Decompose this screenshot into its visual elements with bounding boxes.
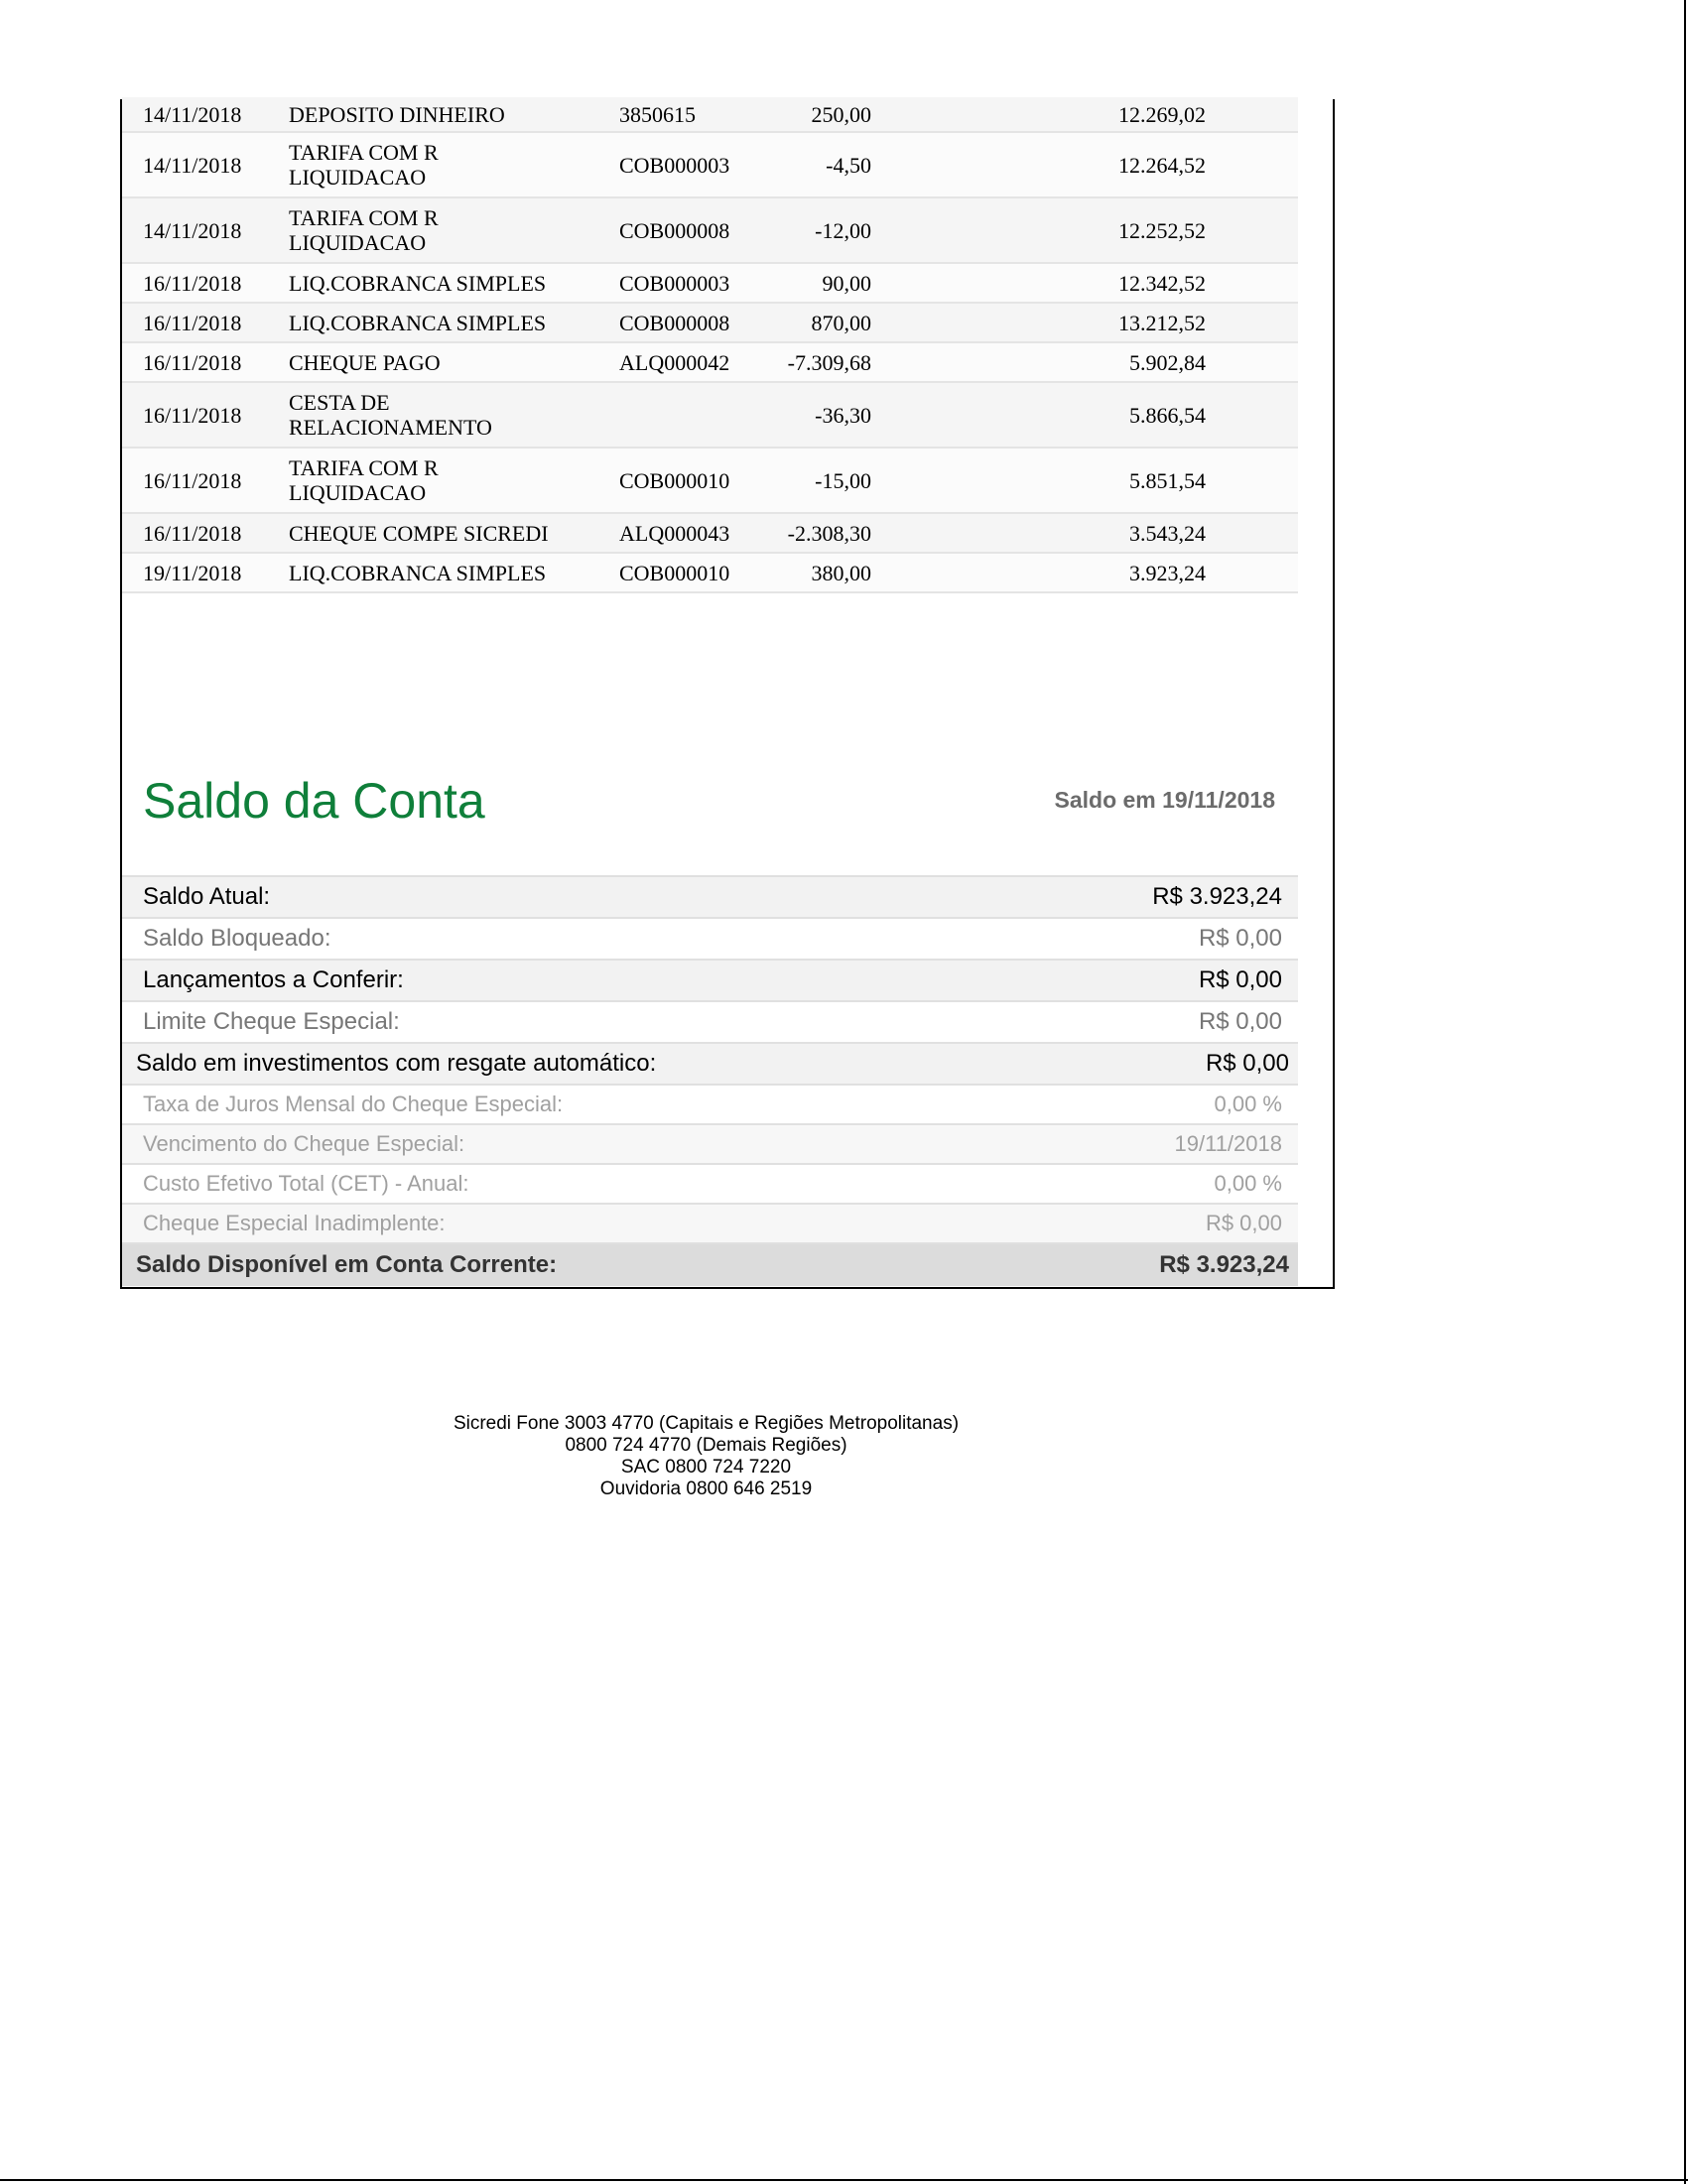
- balance-label: Cheque Especial Inadimplente:: [143, 1211, 446, 1235]
- transaction-value: -15,00: [815, 467, 871, 493]
- transaction-description: CESTA DE RELACIONAMENTO: [289, 390, 492, 440]
- balance-value: R$ 3.923,24: [1159, 1251, 1289, 1278]
- transaction-value: 90,00: [822, 270, 871, 296]
- balance-label: Saldo em investimentos com resgate automático:: [136, 1050, 657, 1077]
- balance-value: R$ 0,00: [1198, 925, 1282, 952]
- balance-label: Vencimento do Cheque Especial:: [143, 1131, 465, 1156]
- transaction-date: 16/11/2018: [143, 402, 242, 428]
- transaction-value: -4,50: [826, 152, 871, 178]
- table-row: [122, 554, 1298, 593]
- balance-label: Saldo Disponível em Conta Corrente:: [136, 1251, 558, 1278]
- transaction-document: 3850615: [619, 101, 696, 127]
- balance-label: Taxa de Juros Mensal do Cheque Especial:: [143, 1092, 564, 1116]
- transaction-balance: 13.212,52: [1118, 310, 1206, 335]
- balance-table: [122, 875, 1298, 1286]
- transaction-date: 14/11/2018: [143, 152, 242, 178]
- transaction-date: 16/11/2018: [143, 467, 242, 493]
- balance-value: R$ 0,00: [1205, 1050, 1289, 1077]
- saldo-title: Saldo da Conta: [143, 773, 485, 829]
- transaction-balance: 3.543,24: [1129, 520, 1206, 546]
- balance-row-saldo-atual: [122, 875, 1298, 917]
- transaction-document: COB000010: [619, 467, 730, 493]
- footer-contacts: [397, 1413, 1015, 1500]
- transaction-date: 14/11/2018: [143, 101, 242, 127]
- table-frame-right: [1333, 99, 1335, 1289]
- page-edge-right: [1684, 0, 1686, 2184]
- balance-label: Limite Cheque Especial:: [143, 1008, 400, 1035]
- footer-line-phone-other: 0800 724 4770 (Demais Regiões): [565, 1435, 847, 1456]
- balance-value: 19/11/2018: [1174, 1131, 1282, 1156]
- transaction-document: COB000008: [619, 310, 730, 335]
- footer-line-sac: SAC 0800 724 7220: [620, 1457, 792, 1477]
- transactions-table: [122, 97, 1298, 593]
- balance-value: R$ 0,00: [1205, 1211, 1282, 1235]
- saldo-frame-bottom: [120, 1287, 1335, 1289]
- transaction-balance: 3.923,24: [1129, 560, 1206, 585]
- transaction-value: 870,00: [811, 310, 871, 335]
- balance-row-inadimplente: [122, 1203, 1298, 1242]
- balance-row-disponivel: [122, 1242, 1298, 1286]
- balance-row-saldo-bloqueado: [122, 917, 1298, 959]
- balance-row-investimentos: [122, 1042, 1298, 1084]
- transaction-description: LIQ.COBRANCA SIMPLES: [289, 310, 547, 335]
- table-row: [122, 97, 1298, 133]
- page-edge-bottom: [0, 2179, 1688, 2181]
- transaction-date: 16/11/2018: [143, 349, 242, 375]
- balance-row-cet: [122, 1163, 1298, 1203]
- transaction-document: ALQ000043: [619, 520, 730, 546]
- transaction-date: 14/11/2018: [143, 217, 242, 243]
- transaction-value: -7.309,68: [787, 349, 871, 375]
- balance-value: R$ 0,00: [1198, 1008, 1282, 1035]
- transaction-value: -36,30: [815, 402, 871, 428]
- transaction-balance: 5.866,54: [1129, 402, 1206, 428]
- transaction-description: TARIFA COM R LIQUIDACAO: [289, 205, 439, 255]
- transaction-document: [619, 383, 748, 447]
- transaction-document: COB000003: [619, 270, 730, 296]
- transaction-description: CHEQUE PAGO: [289, 349, 441, 375]
- transaction-balance: 5.902,84: [1129, 349, 1206, 375]
- transaction-balance: 12.342,52: [1118, 270, 1206, 296]
- balance-row-lancamentos: [122, 959, 1298, 1000]
- transaction-description: LIQ.COBRANCA SIMPLES: [289, 560, 547, 585]
- transaction-date: 16/11/2018: [143, 310, 242, 335]
- footer-line-ouvidoria: Ouvidoria 0800 646 2519: [599, 1478, 813, 1499]
- transaction-document: COB000003: [619, 152, 730, 178]
- table-row: [122, 133, 1298, 198]
- balance-row-taxa-juros: [122, 1084, 1298, 1123]
- transaction-value: -12,00: [815, 217, 871, 243]
- balance-label: Saldo Bloqueado:: [143, 925, 331, 952]
- saldo-date-label: Saldo em 19/11/2018: [1054, 787, 1275, 813]
- balance-value: 0,00 %: [1214, 1171, 1282, 1196]
- transaction-document: COB000008: [619, 217, 730, 243]
- transaction-balance: 12.269,02: [1118, 101, 1206, 127]
- transaction-description: LIQ.COBRANCA SIMPLES: [289, 270, 547, 296]
- balance-label: Lançamentos a Conferir:: [143, 966, 404, 993]
- transaction-date: 16/11/2018: [143, 520, 242, 546]
- transaction-value: 380,00: [811, 560, 871, 585]
- transaction-description: TARIFA COM R LIQUIDACAO: [289, 140, 439, 190]
- balance-value: R$ 3.923,24: [1152, 883, 1282, 910]
- table-row: [122, 343, 1298, 383]
- transaction-document: ALQ000042: [619, 349, 730, 375]
- transaction-date: 16/11/2018: [143, 270, 242, 296]
- table-row: [122, 264, 1298, 304]
- table-row: [122, 514, 1298, 554]
- transaction-date: 19/11/2018: [143, 560, 242, 585]
- balance-row-limite: [122, 1000, 1298, 1042]
- balance-label: Saldo Atual:: [143, 883, 271, 910]
- transaction-balance: 12.264,52: [1118, 152, 1206, 178]
- transaction-document: COB000010: [619, 560, 730, 585]
- balance-value: 0,00 %: [1214, 1092, 1282, 1116]
- table-row: [122, 198, 1298, 264]
- transaction-description: CHEQUE COMPE SICREDI: [289, 520, 549, 546]
- table-row: [122, 383, 1298, 449]
- transaction-balance: 12.252,52: [1118, 217, 1206, 243]
- table-row: [122, 304, 1298, 343]
- transaction-description: DEPOSITO DINHEIRO: [289, 101, 505, 127]
- transaction-description: TARIFA COM R LIQUIDACAO: [289, 455, 439, 505]
- balance-value: R$ 0,00: [1198, 966, 1282, 993]
- footer-line-phone: Sicredi Fone 3003 4770 (Capitais e Regiões Metropolitanas): [453, 1413, 960, 1434]
- transaction-balance: 5.851,54: [1129, 467, 1206, 493]
- balance-label: Custo Efetivo Total (CET) - Anual:: [143, 1171, 469, 1196]
- transaction-value: 250,00: [811, 101, 871, 127]
- balance-row-vencimento: [122, 1123, 1298, 1163]
- transaction-value: -2.308,30: [787, 520, 871, 546]
- table-row: [122, 449, 1298, 514]
